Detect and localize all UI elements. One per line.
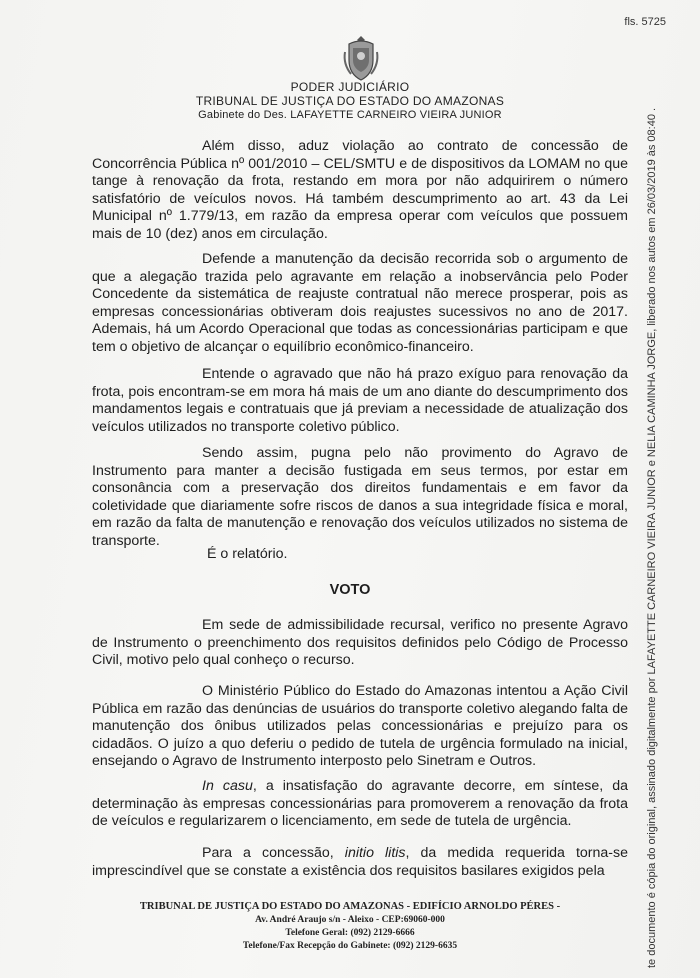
footer-line-2: Av. André Araujo s/n - Aleixo - CEP:69060-000 xyxy=(255,915,445,925)
footer-line-4: Telefone/Fax Recepção do Gabinete: (092) 2129-6635 xyxy=(242,941,458,951)
relatorio-line: É o relatório. xyxy=(207,546,288,562)
footer-line-3: Telefone Geral: (092) 2129-6666 xyxy=(285,928,415,938)
header-line-3: Gabinete do Des. LAFAYETTE CARNEIRO VIEIRA JUNIOR xyxy=(198,109,502,121)
paragraph: Em sede de admissibilidade recursal, verifico no presente Agravo de Instrumento o preenchimento dos requisitos definidos pelo Código de Processo Civil, motivo pelo qual conheço o recurso. xyxy=(92,617,628,669)
paragraph: Sendo assim, pugna pelo não provimento do Agravo de Instrumento para manter a decisão fustigada em seus termos, por estar em consonância com a preservação dos direitos fundamentais e em favor da coletividade que diariamente sofre riscos de danos a sua integridade física e moral, em razão da falta de manutenção e renovação dos veículos utilizados no sistema de transporte. xyxy=(92,445,628,549)
header-line-2: TRIBUNAL DE JUSTIÇA DO ESTADO DO AMAZONAS xyxy=(195,94,505,108)
paragraph: Entende o agravado que não há prazo exíguo para renovação da frota, pois encontram-se em mora há mais de um ano diante do descumprimento dos mandamentos legais e contratuais que já previam a necessidade de atualização dos veículos utilizados no transporte coletivo público. xyxy=(92,366,628,435)
header-line-1: PODER JUDICIÁRIO xyxy=(290,80,410,94)
paragraph: O Ministério Público do Estado do Amazonas intentou a Ação Civil Pública em razão das denúncias de usuários do transporte coletivo alegando falta de manutenção dos ônibus utilizados pelas concessionárias e prejuízo para os cidadãos. O juízo a quo deferiu o pedido de tutela de urgência formulado na inicial, ensejando o Agravo de Instrumento interposto pelo Sinetram e Outros. xyxy=(92,683,628,770)
paragraph: Defende a manutenção da decisão recorrida sob o argumento de que a alegação trazida pelo agravante em relação a inobservância pelo Poder Concedente da sistemática de reajuste contratual não merece prosperar, pois as empresas concessionárias obtiveram dois reajustes sucessivos no ano de 2017. Ademais, há um Acordo Operacional que todas as concessionárias participam e que tem o objetivo de alcançar o equilíbrio econômico-financeiro. xyxy=(92,251,628,355)
page-number: fls. 5725 xyxy=(624,16,666,28)
coat-of-arms-icon xyxy=(341,34,381,82)
italic-phrase: In casu xyxy=(202,778,253,794)
digital-signature-note: te documento é cópia do original, assinado digitalmente por LAFAYETTE CARNEIRO VIEIRA JUNIOR e NELIA CAMINHA JORGE, liberado nos autos em 26/03/2019 às 08:40 . xyxy=(646,107,658,968)
paragraph: Além disso, aduz violação ao contrato de concessão de Concorrência Pública nº 001/2010 – CEL/SMTU e de dispositivos da LOMAM no que tange à renovação da frota, restando em mora por não adquirirem o número satisfatório de veículos novos. Há também descumprimento ao art. 43 da Lei Municipal nº 1.779/13, em razão da empresa operar com veículos que possuem mais de 10 (dez) anos em circulação. xyxy=(92,138,628,242)
footer-line-1: TRIBUNAL DE JUSTIÇA DO ESTADO DO AMAZONAS - EDIFÍCIO ARNOLDO PÉRES - xyxy=(139,901,561,912)
paragraph-in-casu: In casu, a insatisfação do agravante decorre, em síntese, da determinação às empresas concessionárias para promoverem a renovação da frota de veículos e regularizarem o licenciamento, em sede de tutela de urgência. xyxy=(92,778,628,830)
italic-phrase: initio litis xyxy=(344,845,406,861)
section-heading-voto: VOTO xyxy=(329,582,371,598)
paragraph-concessao: Para a concessão, initio litis, da medida requerida torna-se imprescindível que se constate a existência dos requisitos basilares exigidos pela xyxy=(92,845,628,879)
